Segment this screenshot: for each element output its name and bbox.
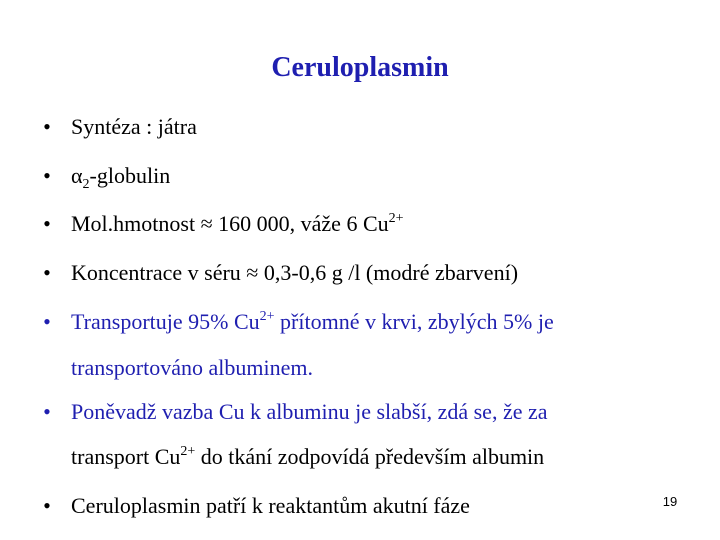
bullet-dot: • bbox=[43, 163, 51, 188]
bullet-dot: • bbox=[43, 399, 51, 424]
slide-title: Ceruloplasmin bbox=[271, 52, 449, 83]
alpha-symbol: α bbox=[71, 163, 83, 188]
page-number: 19 bbox=[662, 494, 678, 509]
charge-superscript: 2+ bbox=[180, 444, 196, 459]
charge-superscript: 2+ bbox=[259, 309, 275, 324]
bullet-text: Poněvadž vazba Cu k albuminu je slabší, zdá se, že za bbox=[71, 399, 548, 424]
bullet-text: Syntéza : játra bbox=[71, 114, 197, 139]
bullet-dot: • bbox=[43, 260, 51, 285]
bullet-text: Mol.hmotnost ≈ 160 000, váže 6 $Cu^{2+}$ bbox=[71, 211, 404, 236]
bullet-dot: • bbox=[43, 114, 51, 139]
bullet-dot: • bbox=[43, 309, 51, 334]
bullet-dot: • bbox=[43, 211, 51, 236]
bullet-text: Ceruloplasmin patří k reaktantům akutní fáze bbox=[71, 493, 470, 518]
bullet-text: $\alpha_2$-globulin bbox=[71, 163, 171, 192]
charge-superscript: 2+ bbox=[388, 211, 404, 226]
bullet-text: Koncentrace v séru ≈ 0,3-0,6 g /l (modré zbarvení) bbox=[71, 260, 519, 285]
bullet-continuation-text: transportováno albuminem. bbox=[71, 355, 313, 380]
bullet-dot: • bbox=[43, 493, 51, 518]
bullet-continuation-text: transport $Cu^{2+}$ do tkání zodpovídá především albumin bbox=[71, 444, 545, 469]
bullet-text: Transportuje 95% $Cu^{2+}$ přítomné v krvi, zbylých 5% je bbox=[71, 309, 554, 334]
alpha-subscript: 2 bbox=[82, 177, 90, 192]
